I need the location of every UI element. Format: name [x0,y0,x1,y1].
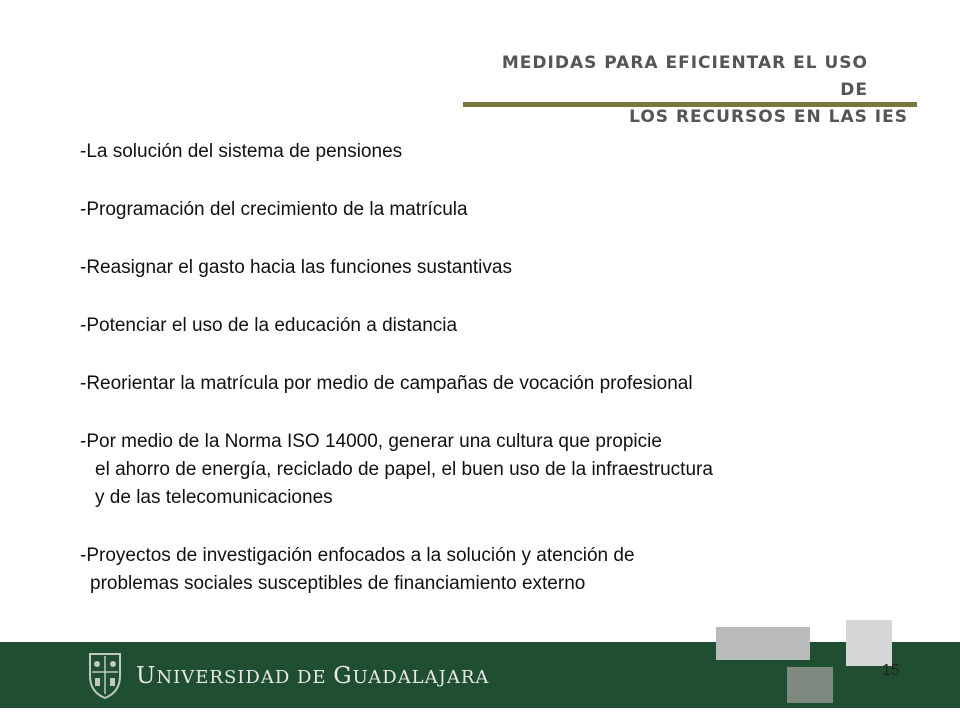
list-item [80,542,900,598]
list-item-text: -La solución del sistema de pensiones [80,141,403,162]
list-item [80,138,900,166]
list-item-text: -Reasignar el gasto hacia las funciones sustantivas [80,257,512,278]
list-item [80,254,900,282]
list-item [80,196,900,224]
bullet-list [80,138,900,628]
list-item-text: -Reorientar la matrícula por medio de campañas de vocación profesional [80,373,693,394]
page-number: 15 [882,662,900,679]
list-item [80,312,900,340]
university-name: UNIVERSIDAD DE GUADALAJARA [136,663,490,689]
list-item [80,428,900,512]
decorative-square [846,620,892,666]
slide-title [468,50,908,131]
list-item-text: -Programación del crecimiento de la matrícula [80,199,468,220]
slide-title-line2: LOS RECURSOS EN LAS IES [629,107,908,127]
list-item-text: -Potenciar el uso de la educación a distancia [80,315,458,336]
list-item-continuation: y de las telecomunicaciones [95,487,333,508]
list-item-continuation: problemas sociales susceptibles de financiamiento externo [90,573,586,594]
decorative-square [716,627,810,660]
decorative-square [787,667,833,703]
list-item-text: -Por medio de la Norma ISO 14000, generar una cultura que propicie [80,431,662,452]
university-crest-icon [86,650,124,700]
list-item-continuation: el ahorro de energía, reciclado de papel, el buen uso de la infraestructura [95,459,713,480]
title-underline [463,102,917,107]
slide-title-line1: MEDIDAS PARA EFICIENTAR EL USO DE [501,53,868,100]
list-item-text: -Proyectos de investigación enfocados a la solución y atención de [80,545,635,566]
list-item [80,370,900,398]
